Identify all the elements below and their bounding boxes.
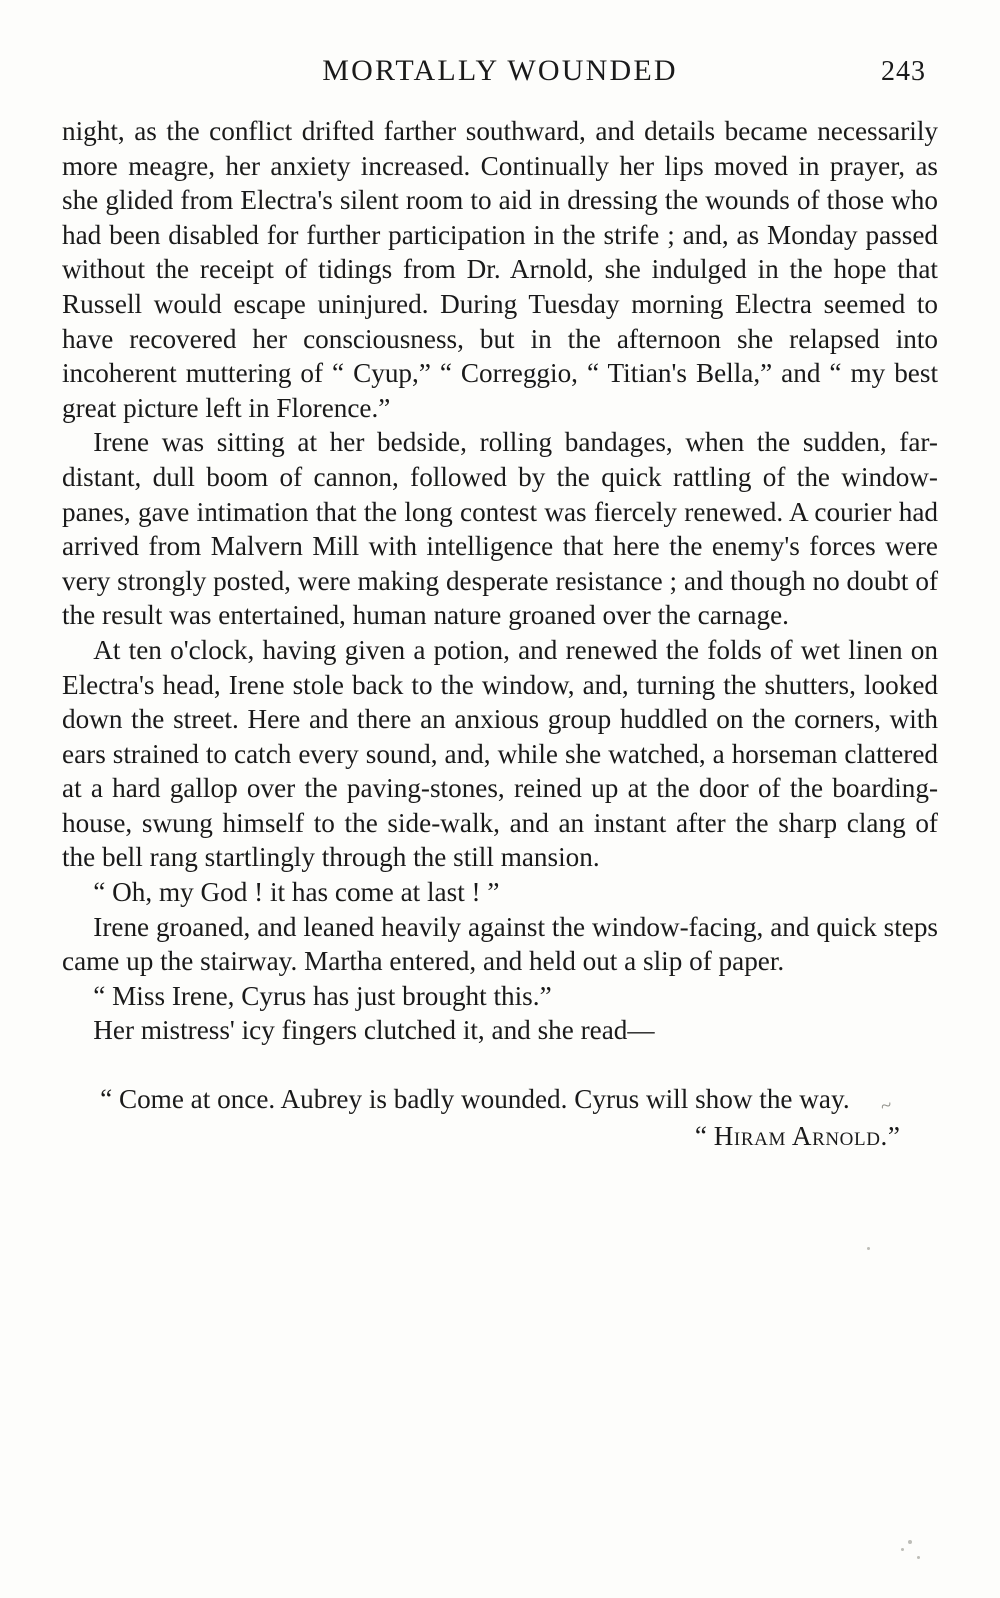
dialogue-line: “ Miss Irene, Cyrus has just brought this.” (93, 980, 552, 1011)
page-number: 243 (881, 56, 926, 87)
paragraph: Irene was sitting at her bedside, rolling bandages, when the sudden, far-distant, dull boom of cannon, followed by the quick rattling of the window-panes, gave intimation that the long contest was fiercely renewed. A courier had arrived from Malvern Mill with intelligence that here the enemy's forces were very strongly posted, were making desperate resistance ; and though no doubt of the result was entertained, human nature groaned over the carnage. (62, 427, 938, 631)
scan-artifact-speck (908, 1540, 912, 1544)
running-head-title: MORTALLY WOUNDED (322, 54, 678, 87)
scan-artifact-speck (901, 1548, 904, 1551)
scan-artifact-tick: ~ (877, 1093, 895, 1119)
letter-signature (62, 1119, 938, 1154)
signature-open-quote: “ (694, 1120, 714, 1151)
scan-artifact-speck (867, 1247, 870, 1250)
letter-body: “ Come at once. Aubrey is badly wounded. Cyrus will show the way. (100, 1084, 850, 1115)
signature-close-quote: ” (887, 1120, 900, 1151)
paragraph: night, as the conflict drifted farther southward, and details became necessarily more meagre, her anxiety increased. Continually her lips moved in prayer, as she glided from Electra's silent room to aid in dressing the wounds of those who had been disabled for further participation in the strife ; and, as Monday passed without the receipt of tidings from Dr. Arnold, she indulged in the hope that Russell would escape uninjured. During Tuesday morning Electra seemed to have recovered her consciousness, but in the afternoon she relapsed into incoherent muttering of “ Cyup,” “ Correggio, “ Titian's Bella,” and “ my best great picture left in Florence.” (62, 116, 938, 423)
running-head (62, 48, 938, 100)
paragraph: Irene groaned, and leaned heavily against the window-facing, and quick steps came up the stairway. Martha entered, and held out a slip of paper. (62, 911, 938, 977)
body-text (62, 114, 938, 1153)
scan-artifact-speck (917, 1556, 920, 1559)
dialogue-line: “ Oh, my God ! it has come at last ! ” (93, 877, 500, 908)
signature-name: Hiram Arnold. (713, 1120, 888, 1151)
paragraph: At ten o'clock, having given a potion, and renewed the folds of wet linen on Electra's head, Irene stole back to the window, and, turning the shutters, looked down the street. Here and there an anxious group huddled on the corners, with ears strained to catch every sound, and, while she watched, a horseman clattered at a hard gallop over the paving-stones, reined up at the door of the boarding-house, swung himself to the side-walk, and an instant after the sharp clang of the bell rang startlingly through the still mansion. (62, 634, 938, 873)
paragraph: Her mistress' icy fingers clutched it, and she read— (93, 1015, 655, 1046)
